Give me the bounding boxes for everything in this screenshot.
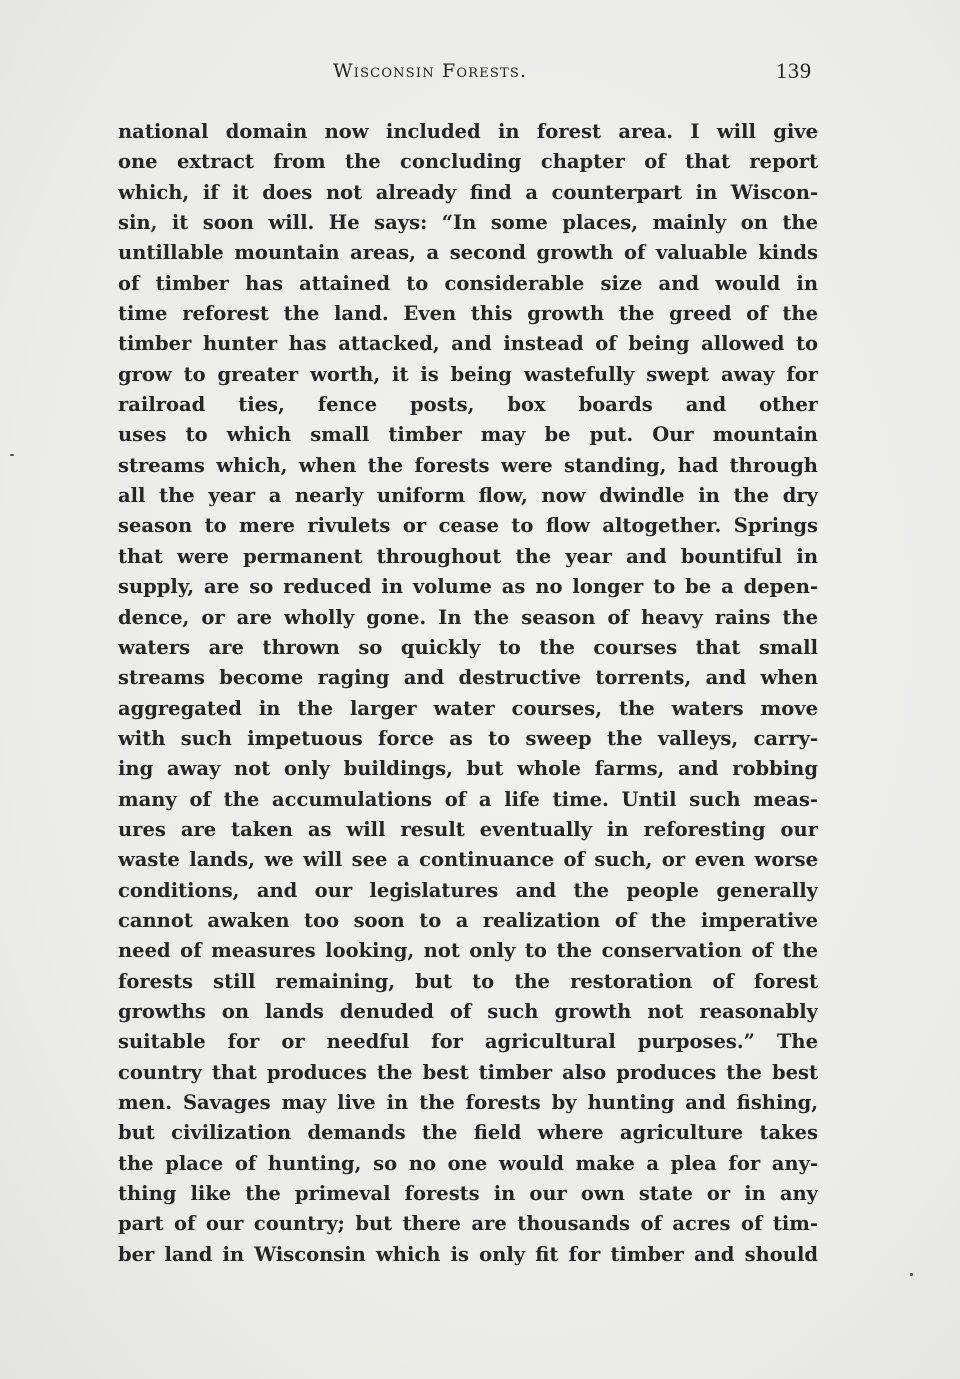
- text-line: with such impetuous force as to sweep the valleys, carry-: [118, 726, 818, 750]
- text-line: season to mere rivulets or cease to flow altogether. Springs: [118, 514, 818, 538]
- text-line: streams which, when the forests were standing, had through: [118, 453, 818, 477]
- text-line: all the year a nearly uniform flow, now dwindle in the dry: [118, 484, 818, 508]
- text-line: growths on lands denuded of such growth not reasonably: [118, 999, 818, 1023]
- text-line: waters are thrown so quickly to the courses that small: [118, 635, 818, 659]
- text-line: cannot awaken too soon to a realization of the imperative: [118, 908, 818, 932]
- text-line: country that produces the best timber also produces the best: [118, 1060, 818, 1084]
- scan-speck: [910, 1273, 913, 1276]
- text-line: untillable mountain areas, a second growth of valuable kinds: [118, 241, 818, 265]
- text-line: thing like the primeval forests in our own state or in any: [118, 1182, 818, 1206]
- text-line: railroad ties, fence posts, box boards and other: [118, 393, 818, 417]
- text-line: ures are taken as will result eventually in reforesting our: [118, 817, 818, 841]
- text-line: part of our country; but there are thousands of acres of tim-: [118, 1212, 818, 1236]
- text-line: grow to greater worth, it is being wastefully swept away for: [118, 362, 818, 386]
- text-line: waste lands, we will see a continuance of such, or even worse: [118, 848, 818, 872]
- text-line: ing away not only buildings, but whole farms, and robbing: [118, 757, 818, 781]
- text-line: supply, are so reduced in volume as no longer to be a depen-: [118, 575, 818, 599]
- text-line: the place of hunting, so no one would make a plea for any-: [118, 1151, 818, 1175]
- text-line: forests still remaining, but to the restoration of forest: [118, 969, 818, 993]
- text-line: which, if it does not already find a counterpart in Wiscon-: [118, 180, 818, 204]
- text-line: dence, or are wholly gone. In the season of heavy rains the: [118, 605, 818, 629]
- text-line: aggregated in the larger water courses, the waters move: [118, 696, 818, 720]
- scan-speck: [10, 454, 14, 456]
- text-line: need of measures looking, not only to the conservation of the: [118, 939, 818, 963]
- text-line: uses to which small timber may be put. Our mountain: [118, 423, 818, 447]
- text-line: men. Savages may live in the forests by hunting and fishing,: [118, 1091, 818, 1114]
- text-line: national domain now included in forest area. I will give: [118, 120, 818, 143]
- text-line: time reforest the land. Even this growth the greed of the: [118, 302, 818, 326]
- text-line: of timber has attained to considerable size and would in: [118, 271, 818, 295]
- running-title: Wisconsin Forests.: [333, 60, 528, 82]
- page-header: [118, 58, 812, 90]
- page-number: 139: [776, 58, 812, 83]
- body-text: [118, 117, 818, 1270]
- text-line: one extract from the concluding chapter of that report: [118, 150, 818, 174]
- text-line: conditions, and our legislatures and the people generally: [118, 878, 818, 902]
- text-line: timber hunter has attacked, and instead of being allowed to: [118, 332, 818, 356]
- text-line: sin, it soon will. He says: “In some places, mainly on the: [118, 211, 818, 235]
- text-line: streams become raging and destructive torrents, and when: [118, 666, 818, 690]
- text-line: suitable for or needful for agricultural purposes.” The: [118, 1030, 818, 1054]
- text-line: many of the accumulations of a life time. Until such meas-: [118, 787, 818, 811]
- text-line: that were permanent throughout the year and bountiful in: [118, 544, 818, 568]
- text-line: but civilization demands the field where agriculture takes: [118, 1121, 818, 1145]
- text-line: ber land in Wisconsin which is only fit for timber and should: [118, 1242, 818, 1266]
